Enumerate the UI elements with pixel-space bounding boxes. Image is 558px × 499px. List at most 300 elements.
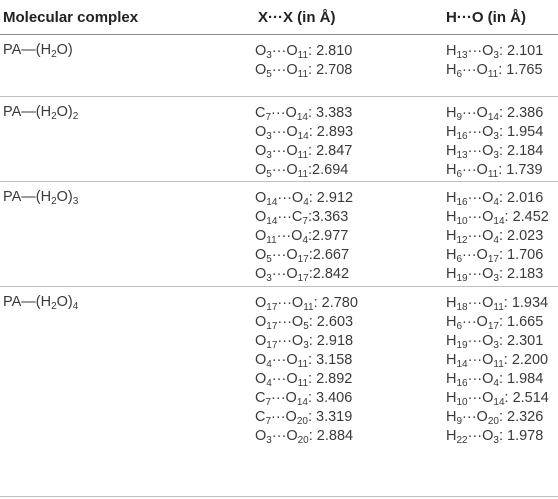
subscript-text: 2 (51, 301, 57, 312)
xx-contact (255, 208, 353, 227)
subscript-text: 2 (72, 111, 79, 122)
header-xx-distance: X···X (in Å) (258, 9, 336, 26)
cell-text: : 1.765 (498, 62, 543, 78)
cell-text: O) (56, 42, 73, 58)
subscript-text: 3 (493, 131, 499, 142)
subscript-text: 16 (456, 197, 468, 208)
cell-text: O (291, 190, 304, 206)
cell-text: O (482, 143, 494, 159)
cell-text: : 2.301 (498, 333, 544, 349)
subscript-text: 17 (487, 321, 499, 332)
subscript-text: 22 (456, 435, 468, 446)
cell-text: ··· (276, 228, 292, 244)
cell-text: ··· (467, 352, 483, 368)
cell-text: O (255, 247, 267, 263)
subscript-text: 4 (72, 301, 79, 312)
row-divider (0, 181, 558, 182)
cell-text: ··· (467, 190, 483, 206)
subscript-text: 12 (456, 235, 468, 246)
ho-contact (446, 427, 549, 446)
cell-text: O (255, 295, 267, 311)
cell-text: : 2.918 (308, 333, 354, 349)
cell-text: H (446, 228, 457, 244)
cell-text: : 2.183 (498, 266, 544, 282)
subscript-text: 11 (297, 169, 309, 180)
cell-text: O (286, 247, 298, 263)
cell-text: : 1.706 (498, 247, 544, 263)
ho-contacts (446, 104, 543, 180)
cell-text: O (255, 162, 267, 178)
cell-text: O) (56, 294, 73, 310)
cell-text: ··· (271, 247, 287, 263)
cell-text: ··· (277, 209, 292, 225)
subscript-text: 5 (266, 169, 272, 180)
subscript-text: 6 (456, 321, 463, 332)
cell-text: O (482, 352, 494, 368)
ho-contact (446, 265, 549, 284)
subscript-text: 7 (265, 112, 272, 123)
cell-text: O (482, 228, 494, 244)
cell-text: C (255, 390, 266, 406)
subscript-text: 2 (51, 196, 57, 207)
cell-text: ··· (467, 209, 483, 225)
cell-text: ··· (467, 295, 483, 311)
cell-text: O (255, 314, 267, 330)
cell-text: O (255, 266, 267, 282)
cell-text: C (255, 409, 266, 425)
ho-contact (446, 332, 549, 351)
cell-text: O (482, 295, 494, 311)
cell-text: O (476, 409, 488, 425)
cell-text: O (476, 314, 488, 330)
cell-text: ··· (271, 62, 287, 78)
xx-contact (255, 123, 353, 142)
subscript-text: 6 (456, 169, 463, 180)
subscript-text: 11 (266, 235, 277, 246)
cell-text: ··· (271, 124, 287, 140)
cell-text: O (286, 371, 298, 387)
cell-text: : 1.954 (498, 124, 544, 140)
subscript-text: 7 (265, 397, 272, 408)
cell-text: O (255, 333, 267, 349)
cell-text: H (446, 371, 457, 387)
subscript-text: 14 (266, 197, 278, 208)
cell-text: : 2.101 (498, 43, 544, 59)
subscript-text: 3 (493, 50, 499, 61)
cell-text: H (446, 190, 457, 206)
subscript-text: 17 (297, 273, 309, 284)
cell-text: O (482, 190, 494, 206)
cell-text: ··· (467, 43, 483, 59)
cell-text: O (482, 371, 494, 387)
subscript-text: 17 (297, 254, 309, 265)
cell-text: :2.667 (308, 247, 350, 263)
ho-contact (446, 189, 549, 208)
subscript-text: 13 (456, 150, 468, 161)
cell-text: PA—(H (3, 104, 52, 120)
cell-text: O (476, 62, 488, 78)
cell-text: ··· (467, 371, 483, 387)
subscript-text: 11 (297, 150, 309, 161)
subscript-text: 3 (266, 131, 272, 142)
subscript-text: 4 (493, 378, 499, 389)
cell-text: PA—(H (3, 189, 52, 205)
ho-contact (446, 389, 549, 408)
cell-text: ··· (462, 247, 477, 263)
header-rule (0, 34, 558, 35)
subscript-text: 5 (266, 254, 272, 265)
subscript-text: 3 (493, 435, 499, 446)
cell-text: O (286, 124, 298, 140)
cell-text: ··· (271, 162, 287, 178)
subscript-text: 5 (266, 69, 272, 80)
cell-text: ··· (271, 266, 287, 282)
cell-text: ··· (462, 409, 477, 425)
subscript-text: 3 (493, 273, 499, 284)
cell-text: O (291, 333, 304, 349)
subscript-text: 10 (456, 216, 468, 227)
cell-text: : 1.739 (498, 162, 543, 178)
cell-text: : 2.847 (308, 143, 353, 159)
xx-contact (255, 246, 353, 265)
cell-text: H (446, 43, 457, 59)
xx-contact (255, 104, 353, 123)
subscript-text: 18 (456, 302, 468, 313)
cell-text: ··· (271, 409, 286, 425)
cell-text: ··· (462, 105, 477, 121)
subscript-text: 4 (303, 197, 309, 208)
cell-text: ··· (467, 266, 483, 282)
subscript-text: 11 (303, 302, 314, 313)
cell-text: ··· (271, 428, 287, 444)
cell-text: H (446, 124, 457, 140)
cell-text: ··· (271, 43, 287, 59)
cell-text: O (286, 428, 298, 444)
ho-contacts (446, 294, 549, 446)
cell-text: O (286, 352, 298, 368)
cell-text: : 3.383 (307, 105, 353, 121)
cell-text: ··· (277, 333, 292, 349)
cell-text: ··· (467, 390, 483, 406)
cell-text: ··· (467, 333, 483, 349)
cell-text: : 2.386 (498, 105, 544, 121)
xx-contact (255, 427, 358, 446)
subscript-text: 14 (296, 397, 308, 408)
subscript-text: 11 (297, 50, 309, 61)
cell-text: ··· (462, 62, 477, 78)
subscript-text: 17 (266, 340, 278, 351)
subscript-text: 3 (266, 435, 272, 446)
subscript-text: 11 (297, 378, 309, 389)
xx-contact (255, 294, 358, 313)
cell-text: PA—(H (3, 42, 52, 58)
subscript-text: 11 (297, 359, 309, 370)
cell-text: : 2.326 (498, 409, 544, 425)
subscript-text: 11 (493, 302, 504, 313)
row-divider (0, 286, 558, 287)
cell-text: PA—(H (3, 294, 52, 310)
cell-text: : 2.452 (504, 209, 549, 225)
cell-text: H (446, 428, 457, 444)
cell-text: H (446, 62, 457, 78)
cell-text: : 2.184 (498, 143, 544, 159)
header-molecular-complex: Molecular complex (3, 9, 139, 26)
subscript-text: 19 (456, 273, 468, 284)
xx-contact (255, 265, 353, 284)
table-header (0, 0, 558, 34)
xx-contacts (255, 294, 358, 446)
xx-contact (255, 227, 353, 246)
subscript-text: 14 (266, 216, 278, 227)
cell-text: O (255, 428, 267, 444)
cell-text: O (482, 124, 494, 140)
cell-text: O (286, 266, 298, 282)
cell-text: ··· (467, 428, 483, 444)
cell-text: : 1.984 (498, 371, 544, 387)
cell-text: O (255, 371, 267, 387)
subscript-text: 3 (266, 273, 272, 284)
cell-text: : 2.780 (313, 295, 358, 311)
subscript-text: 11 (487, 169, 499, 180)
table-bottom-rule (0, 496, 558, 497)
subscript-text: 3 (266, 150, 272, 161)
cell-text: : 3.406 (307, 390, 353, 406)
subscript-text: 14 (297, 131, 309, 142)
cell-text: O (482, 333, 494, 349)
subscript-text: 19 (456, 340, 468, 351)
ho-contact (446, 142, 543, 161)
cell-text: : 2.016 (498, 190, 544, 206)
ho-contact (446, 104, 543, 123)
cell-text: H (446, 247, 457, 263)
cell-text: O (285, 105, 297, 121)
ho-contact (446, 161, 543, 180)
cell-text: O (291, 295, 304, 311)
subscript-text: 10 (456, 397, 468, 408)
cell-text: ··· (271, 352, 287, 368)
cell-text: : 1.934 (503, 295, 549, 311)
cell-text: : 2.708 (308, 62, 353, 78)
row-divider (0, 96, 558, 97)
xx-contact (255, 332, 358, 351)
cell-text: O (255, 62, 267, 78)
header-ho-distance: H···O (in Å) (446, 9, 526, 26)
subscript-text: 4 (302, 235, 309, 246)
xx-contact (255, 389, 358, 408)
cell-text: : 2.023 (498, 228, 544, 244)
cell-text: O (255, 43, 267, 59)
subscript-text: 11 (297, 69, 309, 80)
ho-contact (446, 208, 549, 227)
subscript-text: 7 (265, 416, 272, 427)
subscript-text: 3 (493, 340, 499, 351)
cell-text: O (286, 62, 298, 78)
cell-text: O) (56, 189, 73, 205)
cell-text: C (255, 105, 266, 121)
ho-contact (446, 42, 543, 61)
cell-text: : 2.892 (308, 371, 353, 387)
subscript-text: 20 (487, 416, 499, 427)
subscript-text: 11 (487, 69, 499, 80)
cell-text: O (291, 228, 303, 244)
cell-text: O (482, 43, 494, 59)
cell-text: O (482, 390, 494, 406)
cell-text: O (286, 162, 298, 178)
ho-contact (446, 370, 549, 389)
subscript-text: 20 (296, 416, 308, 427)
cell-text: O (285, 390, 297, 406)
cell-text: O (482, 209, 494, 225)
complex-name (3, 294, 78, 310)
subscript-text: 4 (266, 359, 272, 370)
subscript-text: 3 (303, 340, 309, 351)
subscript-text: 16 (456, 131, 468, 142)
cell-text: O (255, 209, 267, 225)
cell-text: O (286, 143, 298, 159)
subscript-text: 3 (72, 196, 79, 207)
cell-text: ··· (271, 143, 287, 159)
cell-text: : 2.893 (308, 124, 354, 140)
subscript-text: 17 (487, 254, 499, 265)
subscript-text: 4 (266, 378, 272, 389)
cell-text: ··· (271, 105, 286, 121)
ho-contact (446, 313, 549, 332)
complex-name (3, 42, 73, 58)
cell-text: ··· (467, 228, 483, 244)
cell-text: H (446, 105, 457, 121)
subscript-text: 16 (456, 378, 468, 389)
cell-text: ··· (271, 371, 287, 387)
subscript-text: 6 (456, 254, 463, 265)
xx-contact (255, 189, 353, 208)
subscript-text: 11 (493, 359, 504, 370)
subscript-text: 5 (303, 321, 309, 332)
cell-text: O (255, 352, 267, 368)
cell-text: H (446, 162, 457, 178)
xx-contact (255, 142, 353, 161)
cell-text: O (291, 314, 304, 330)
cell-text: H (446, 295, 457, 311)
cell-text: O (482, 428, 494, 444)
xx-contacts (255, 104, 353, 180)
xx-contact (255, 370, 358, 389)
cell-text: H (446, 314, 457, 330)
xx-contact (255, 61, 352, 80)
cell-text: O (476, 247, 488, 263)
cell-text: :2.694 (308, 162, 349, 178)
cell-text: O (476, 162, 488, 178)
subscript-text: 17 (266, 302, 278, 313)
cell-text: ··· (271, 390, 286, 406)
ho-contacts (446, 189, 549, 284)
cell-text: H (446, 143, 457, 159)
cell-text: : 3.158 (308, 352, 353, 368)
cell-text: : 3.319 (307, 409, 353, 425)
subscript-text: 14 (493, 397, 505, 408)
ho-contact (446, 246, 549, 265)
cell-text: ··· (462, 314, 477, 330)
subscript-text: 3 (493, 150, 499, 161)
subscript-text: 4 (493, 197, 499, 208)
cell-text: H (446, 266, 457, 282)
cell-text: H (446, 390, 457, 406)
cell-text: : 2.912 (308, 190, 354, 206)
cell-text: :2.977 (308, 228, 349, 244)
xx-contact (255, 313, 358, 332)
cell-text: O (255, 124, 267, 140)
cell-text: O (482, 266, 494, 282)
cell-text: ··· (277, 295, 292, 311)
subscript-text: 6 (456, 69, 463, 80)
subscript-text: 14 (456, 359, 468, 370)
ho-contact (446, 408, 549, 427)
subscript-text: 14 (296, 112, 308, 123)
subscript-text: 20 (297, 435, 309, 446)
xx-contact (255, 161, 353, 180)
ho-contact (446, 227, 549, 246)
subscript-text: 13 (456, 50, 468, 61)
cell-text: : 2.200 (503, 352, 549, 368)
cell-text: ··· (462, 162, 477, 178)
ho-contact (446, 123, 543, 142)
cell-text: ··· (277, 314, 292, 330)
cell-text: : 1.665 (498, 314, 544, 330)
cell-text: :2.842 (308, 266, 350, 282)
cell-text: O (285, 409, 297, 425)
cell-text: O (255, 143, 267, 159)
subscript-text: 2 (51, 49, 57, 60)
ho-contact (446, 351, 549, 370)
cell-text: O) (56, 104, 73, 120)
subscript-text: 3 (266, 50, 272, 61)
cell-text: ··· (277, 190, 292, 206)
xx-contacts (255, 42, 352, 80)
complex-name (3, 189, 78, 205)
subscript-text: 14 (487, 112, 499, 123)
cell-text: O (476, 105, 488, 121)
subscript-text: 7 (302, 216, 308, 227)
xx-contact (255, 42, 352, 61)
xx-contact (255, 351, 358, 370)
cell-text: : 2.514 (504, 390, 549, 406)
cell-text: : 2.884 (308, 428, 354, 444)
cell-text: O (255, 190, 267, 206)
cell-text: H (446, 409, 457, 425)
cell-text: C (291, 209, 303, 225)
xx-contact (255, 408, 358, 427)
ho-contacts (446, 42, 543, 80)
cell-text: : 2.603 (308, 314, 354, 330)
cell-text: H (446, 209, 457, 225)
cell-text: O (255, 228, 267, 244)
complex-name (3, 104, 78, 120)
ho-contact (446, 61, 543, 80)
cell-text: H (446, 352, 457, 368)
subscript-text: 14 (493, 216, 505, 227)
subscript-text: 17 (266, 321, 278, 332)
xx-contacts (255, 189, 353, 284)
cell-text: O (286, 43, 298, 59)
cell-text: :3.363 (307, 209, 349, 225)
subscript-text: 9 (456, 416, 463, 427)
subscript-text: 9 (456, 112, 463, 123)
cell-text: ··· (467, 143, 483, 159)
subscript-text: 4 (493, 235, 499, 246)
ho-contact (446, 294, 549, 313)
subscript-text: 2 (51, 111, 57, 122)
cell-text: : 1.978 (498, 428, 544, 444)
cell-text: H (446, 333, 457, 349)
